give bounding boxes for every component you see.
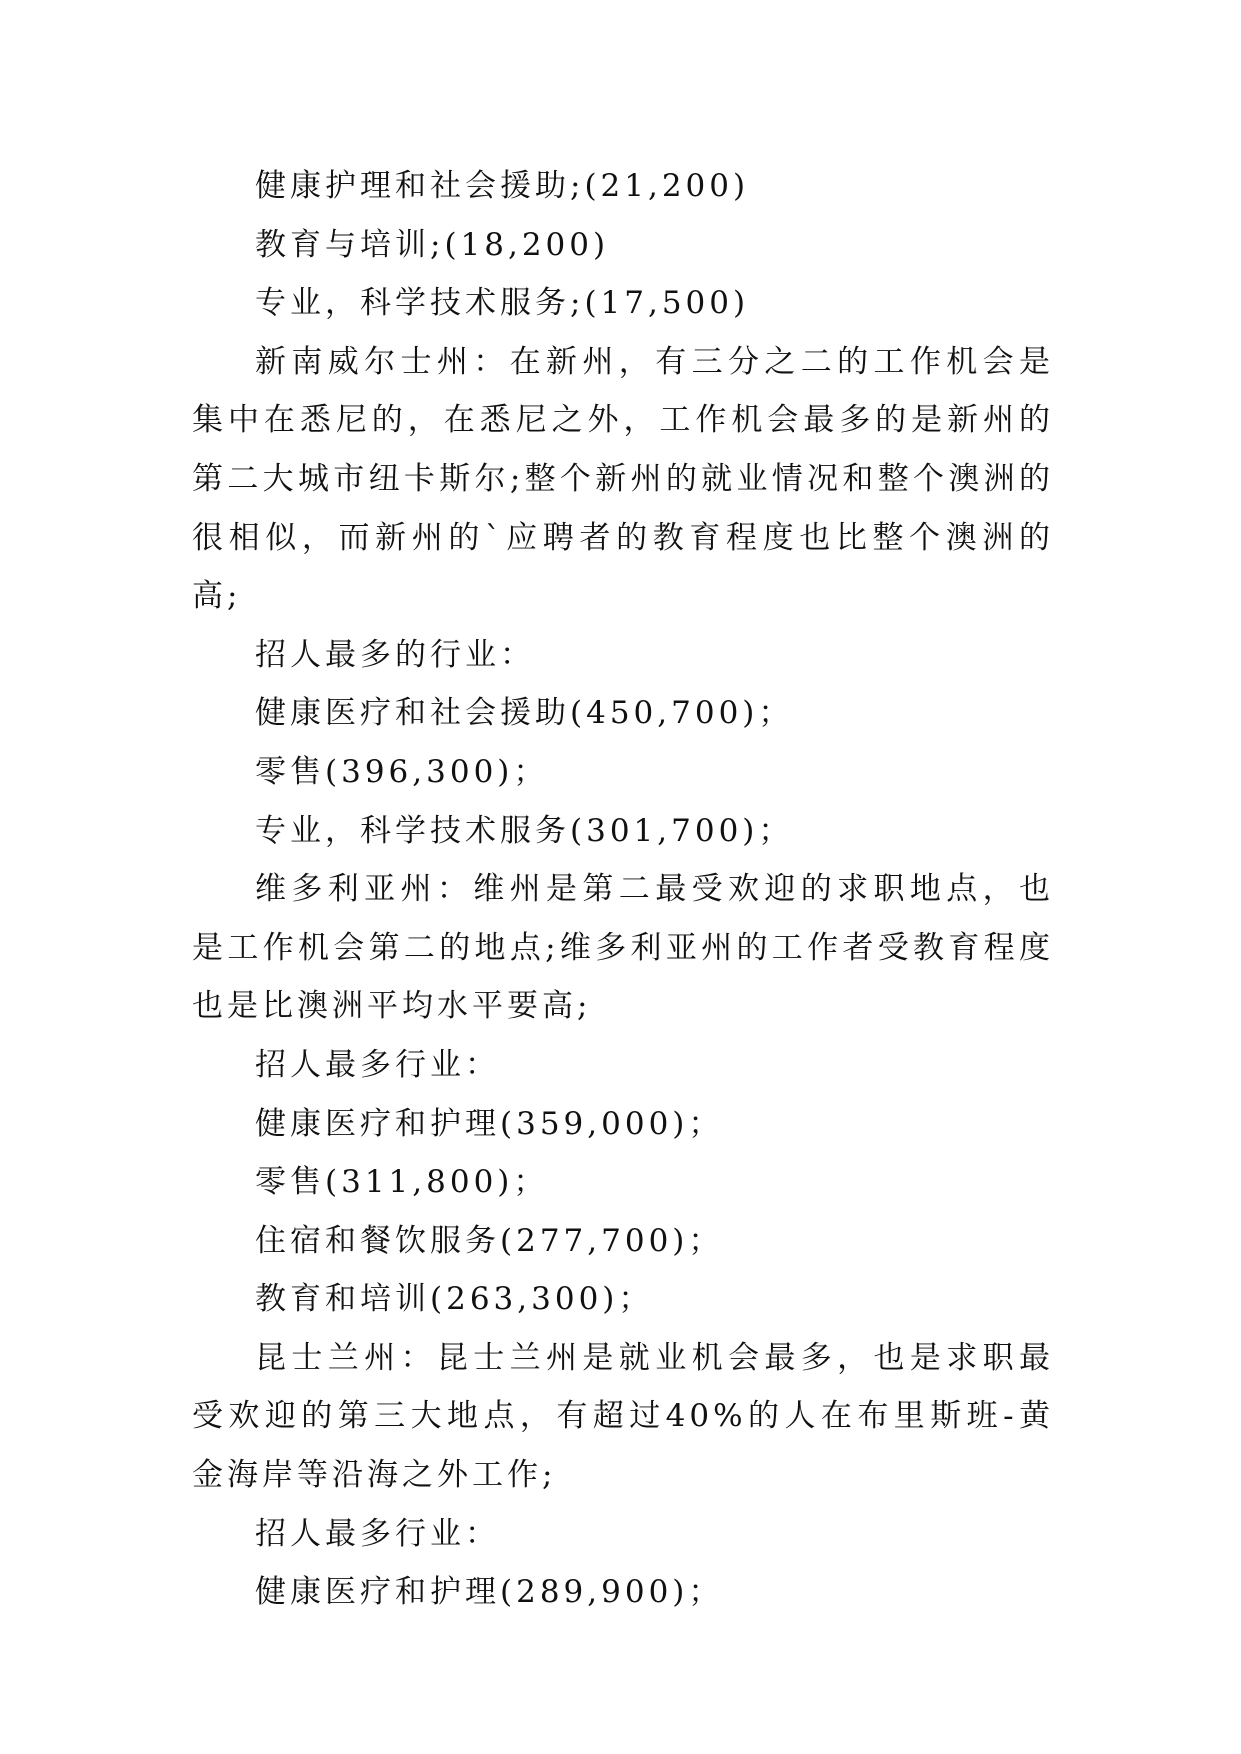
paragraph-vic-accommodation: 住宿和餐饮服务(277,700)； bbox=[255, 1222, 724, 1259]
paragraph-nsw-professional: 专业，科学技术服务(301,700)； bbox=[255, 812, 794, 849]
paragraph-vic-overview: 维多利亚州：维州是第二最受欢迎的求职地点，也是工作机会第二的地点;维多利亚州的工作者受教育程度也是比澳洲平均水平要高; bbox=[192, 871, 1054, 1025]
paragraph-vic-education: 教育和培训(263,300)； bbox=[255, 1281, 654, 1318]
paragraph-qld-overview: 昆士兰州：昆士兰州是就业机会最多，也是求职最受欢迎的第三大地点，有超过40%的人在布里斯班-黄金海岸等沿海之外工作; bbox=[192, 1339, 1054, 1494]
paragraph-vic-top-industries-heading: 招人最多行业： bbox=[255, 1046, 500, 1083]
paragraph-vic-retail: 零售(311,800)； bbox=[255, 1164, 549, 1201]
paragraph-nsw-overview: 新南威尔士州：在新州，有三分之二的工作机会是集中在悉尼的，在悉尼之外，工作机会最多的是新州的第二大城市纽卡斯尔;整个新州的就业情况和整个澳洲的很相似，而新州的`应聘者的教育程度也比整个澳洲的高; bbox=[192, 343, 1054, 615]
paragraph-vic-health: 健康医疗和护理(359,000)； bbox=[255, 1105, 724, 1142]
paragraph-education-18200: 教育与培训;(18,200) bbox=[255, 226, 610, 263]
document-body bbox=[192, 157, 1054, 1622]
paragraph-health-care-21200: 健康护理和社会援助;(21,200) bbox=[255, 168, 750, 204]
paragraph-nsw-top-industries-heading: 招人最多的行业： bbox=[255, 636, 535, 673]
paragraph-qld-health: 健康医疗和护理(289,900)； bbox=[255, 1574, 724, 1611]
paragraph-qld-top-industries-heading: 招人最多行业： bbox=[255, 1515, 500, 1552]
paragraph-nsw-retail: 零售(396,300)； bbox=[255, 753, 549, 790]
paragraph-professional-17500: 专业，科学技术服务;(17,500) bbox=[255, 285, 750, 322]
paragraph-nsw-health: 健康医疗和社会援助(450,700)； bbox=[255, 695, 794, 732]
